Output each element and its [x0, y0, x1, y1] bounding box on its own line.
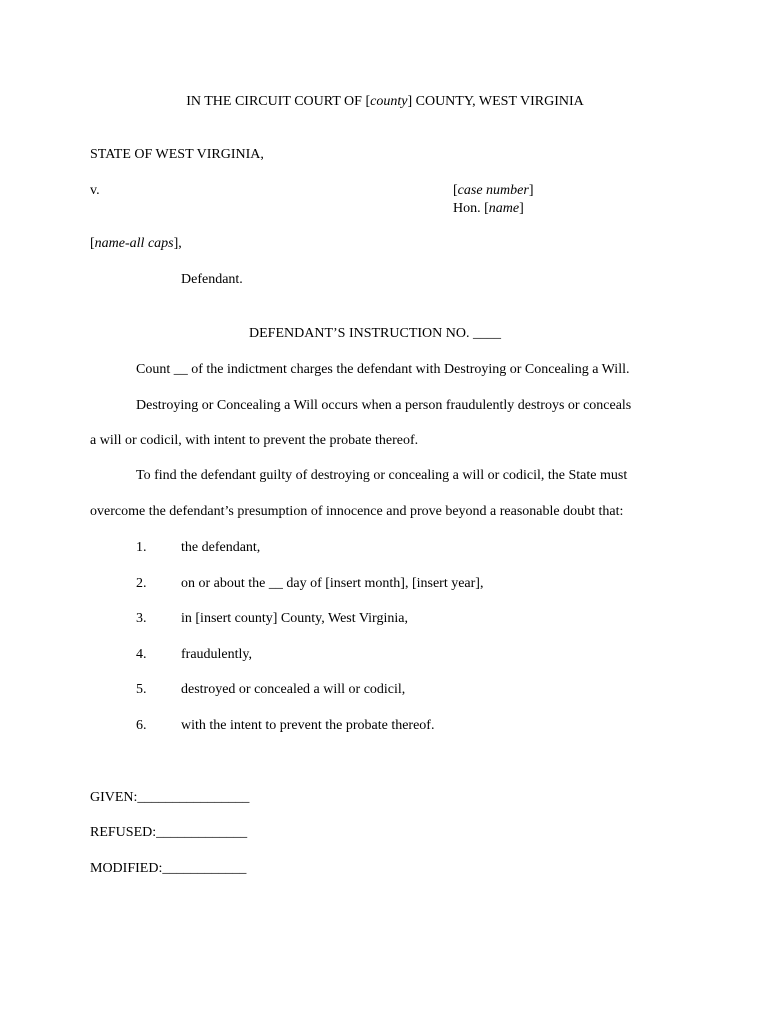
instruction-title: DEFENDANT’S INSTRUCTION NO. ____	[249, 326, 501, 341]
element-text: in [insert county] County, West Virginia,	[181, 611, 408, 626]
versus: v.	[90, 183, 100, 198]
modified-line: MODIFIED:____________	[90, 861, 247, 876]
list-item	[136, 647, 252, 664]
element-number: 2.	[136, 576, 147, 591]
element-number: 1.	[136, 540, 147, 555]
element-text: fraudulently,	[181, 647, 253, 662]
element-text: on or about the __ day of [insert month], [insert year],	[181, 576, 484, 591]
plaintiff-name: STATE OF WEST VIRGINIA,	[90, 147, 264, 162]
list-item	[136, 611, 408, 628]
refused-line: REFUSED:_____________	[90, 825, 248, 840]
defendant-name: [name-all caps],	[90, 236, 182, 251]
list-item	[136, 682, 405, 699]
list-item	[136, 718, 434, 735]
given-line: GIVEN:________________	[90, 790, 250, 805]
element-text: destroyed or concealed a will or codicil,	[181, 682, 406, 697]
paragraph-burden-line1: To find the defendant guilty of destroying or concealing a will or codicil, the State must	[136, 468, 628, 483]
paragraph-burden-line2: overcome the defendant’s presumption of innocence and prove beyond a reasonable doubt that:	[90, 504, 624, 519]
element-number: 4.	[136, 647, 147, 662]
paragraph-definition-line2: a will or codicil, with intent to prevent the probate thereof.	[90, 433, 419, 448]
paragraph-definition-line1: Destroying or Concealing a Will occurs when a person fraudulently destroys or conceals	[136, 398, 632, 413]
list-item	[136, 576, 483, 593]
paragraph-count: Count __ of the indictment charges the defendant with Destroying or Concealing a Will.	[136, 362, 630, 377]
element-number: 6.	[136, 718, 147, 733]
court-heading: IN THE CIRCUIT COURT OF [county] COUNTY, WEST VIRGINIA	[186, 94, 584, 109]
judge-name: Hon. [name]	[453, 201, 524, 216]
element-number: 3.	[136, 611, 147, 626]
element-number: 5.	[136, 682, 147, 697]
case-number: [case number]	[453, 183, 534, 198]
element-text: the defendant,	[181, 540, 261, 555]
county-placeholder: county	[370, 94, 408, 109]
element-text: with the intent to prevent the probate thereof.	[181, 718, 435, 733]
list-item	[136, 540, 260, 557]
defendant-label: Defendant.	[181, 272, 243, 287]
